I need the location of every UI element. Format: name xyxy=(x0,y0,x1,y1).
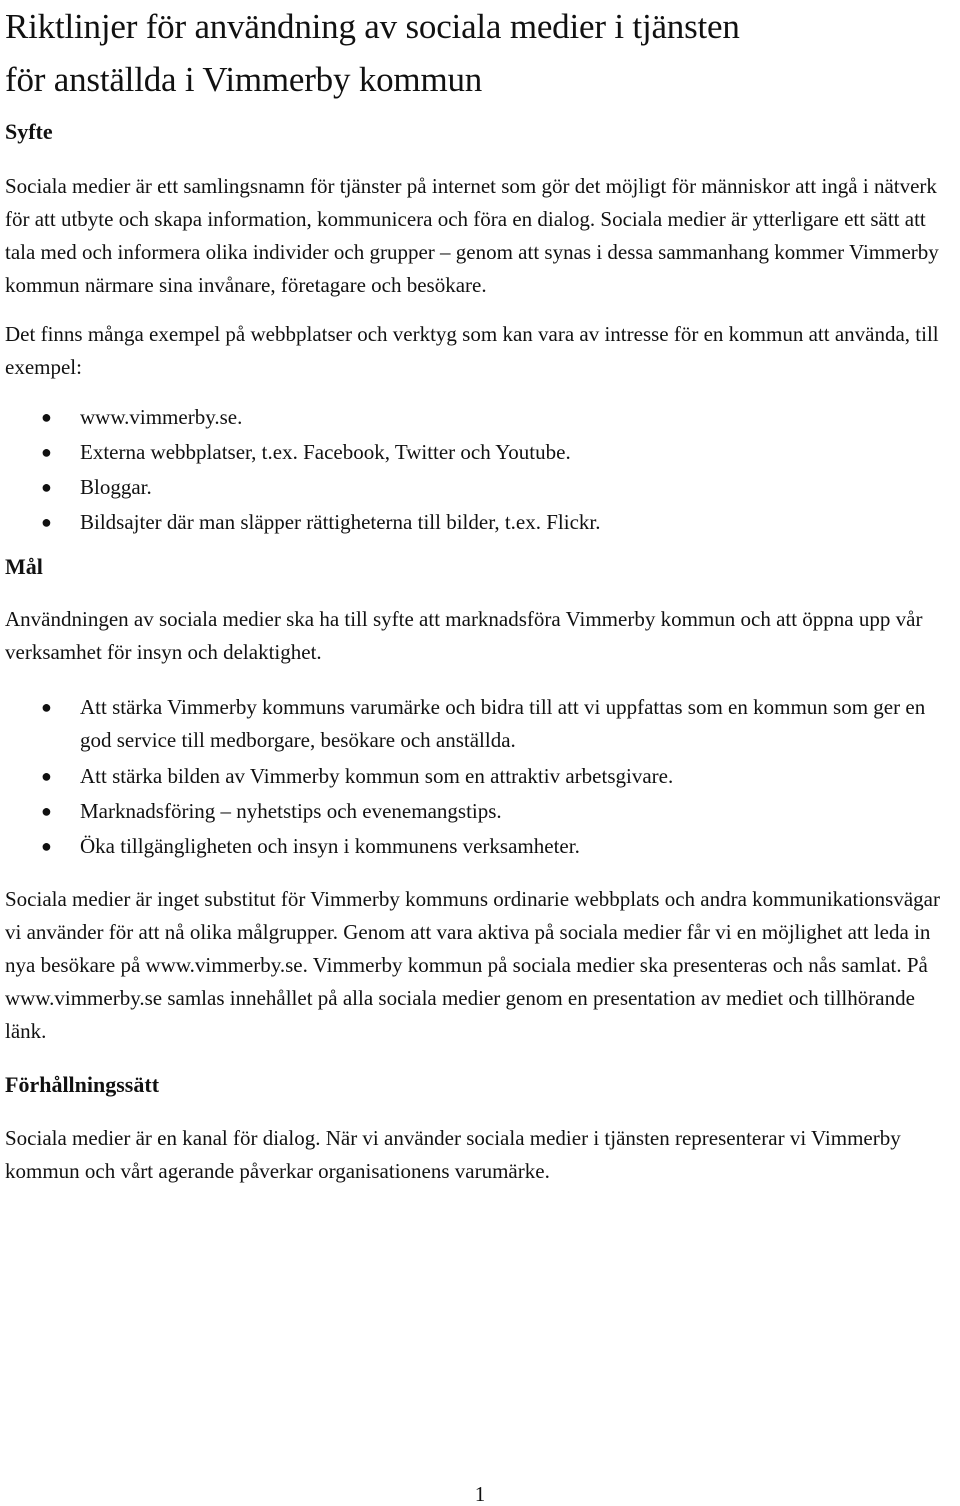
title-line-1: Riktlinjer för användning av sociala medier i tjänsten xyxy=(5,7,740,46)
syfte-paragraph-1: Sociala medier är ett samlingsnamn för tjänster på internet som gör det möjligt för människor att ingå i nätverk för att utbyte och skapa information, kommunicera och föra en dialog. Sociala medier är ytterligare ett sätt att tala med och informera olika individer och grupper – genom att synas i dessa sammanhang kommer Vimmerby kommun närmare sina invånare, företagare och besökare. xyxy=(5,174,939,297)
bullet-icon: ● xyxy=(41,801,52,821)
bullet-icon: ● xyxy=(41,477,52,497)
document-title xyxy=(5,0,957,106)
title-line-2: för anställda i Vimmerby kommun xyxy=(5,60,483,99)
bullet-icon: ● xyxy=(41,697,52,717)
heading-forhallningssatt: Förhållningssätt xyxy=(5,1072,160,1097)
forhallningssatt-paragraph-1: Sociala medier är en kanal för dialog. När vi använder sociala medier i tjänsten representerar vi Vimmerby kommun och vårt agerande påverkar organisationens varumärke. xyxy=(5,1126,901,1183)
list-item: ● Externa webbplatser, t.ex. Facebook, Twitter och Youtube. xyxy=(5,435,957,470)
list-item: ● Bildsajter där man släpper rättigheterna till bilder, t.ex. Flickr. xyxy=(5,505,957,540)
mal-paragraph-1: Användningen av sociala medier ska ha till syfte att marknadsföra Vimmerby kommun och att öppna upp vår verksamhet för insyn och delaktighet. xyxy=(5,607,923,664)
list-item: ● Bloggar. xyxy=(5,470,957,505)
goals-list xyxy=(5,691,957,864)
page-number: 1 xyxy=(474,1482,486,1506)
list-item: ● www.vimmerby.se. xyxy=(5,400,957,435)
examples-list xyxy=(5,400,957,540)
list-item: ● Att stärka Vimmerby kommuns varumärke och bidra till att vi uppfattas som en kommun som ger en god service till medborgare, besökare och anställda. xyxy=(5,691,957,757)
bullet-icon: ● xyxy=(41,766,52,786)
list-item: ● Marknadsföring – nyhetstips och evenemangstips. xyxy=(5,794,957,829)
mal-paragraph-2: Sociala medier är inget substitut för Vimmerby kommuns ordinarie webbplats och andra kommunikationsvägar vi använder för att nå olika målgrupper. Genom att vara aktiva på sociala medier får vi en möjlighet att leda in nya besökare på www.vimmerby.se. Vimmerby kommun på sociala medier ska presenteras och nås samlat. På www.vimmerby.se samlas innehållet på alla sociala medier genom en presentation av mediet och tillhörande länk. xyxy=(5,887,940,1043)
bullet-icon: ● xyxy=(41,836,52,856)
list-item: ● Att stärka bilden av Vimmerby kommun som en attraktiv arbetsgivare. xyxy=(5,759,957,794)
syfte-paragraph-2: Det finns många exempel på webbplatser och verktyg som kan vara av intresse för en kommun att använda, till exempel: xyxy=(5,322,939,379)
bullet-icon: ● xyxy=(41,407,52,427)
heading-syfte: Syfte xyxy=(5,119,53,144)
list-item: ● Öka tillgängligheten och insyn i kommunens verksamheter. xyxy=(5,829,957,864)
bullet-icon: ● xyxy=(41,442,52,462)
document-page xyxy=(5,0,957,1188)
bullet-icon: ● xyxy=(41,512,52,532)
heading-mal: Mål xyxy=(5,554,43,579)
